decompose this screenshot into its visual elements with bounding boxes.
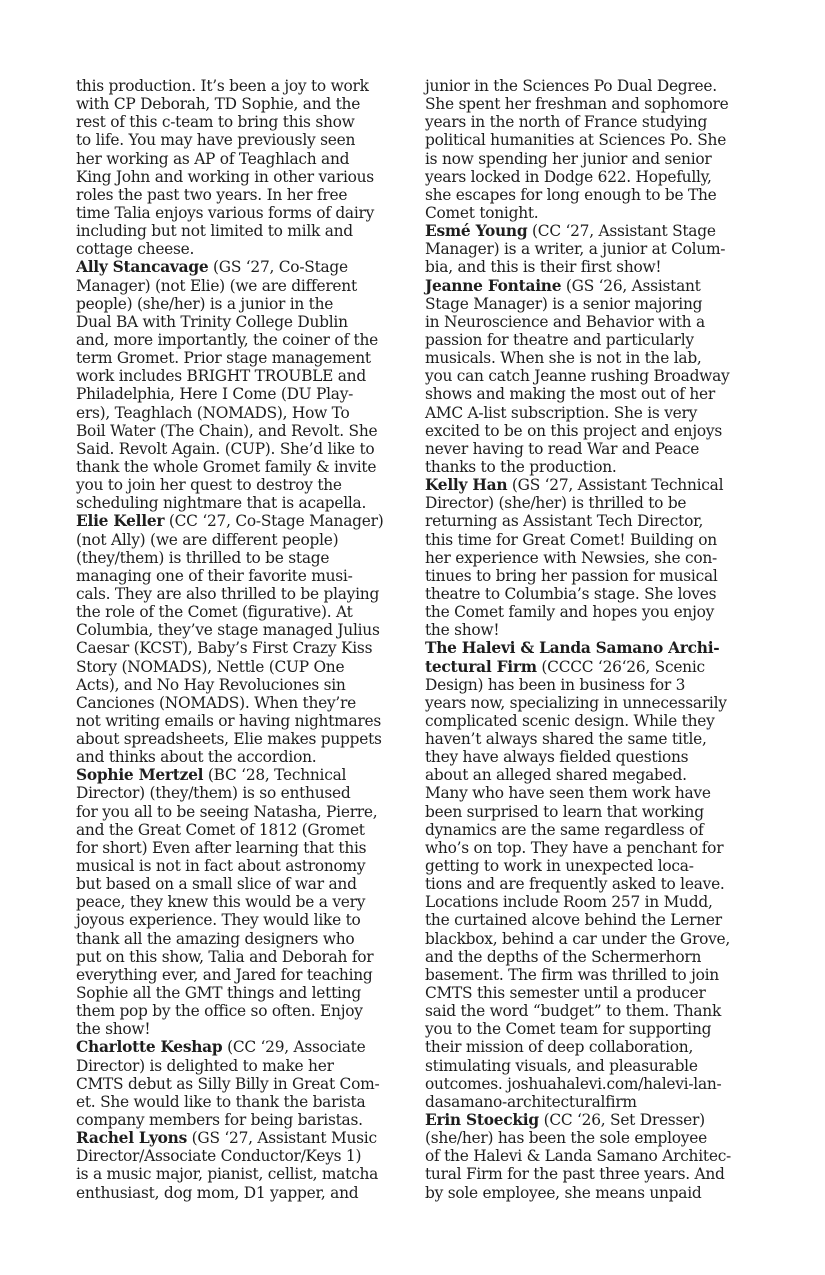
bio-line [76, 331, 401, 349]
bio-line [76, 240, 401, 258]
bio-line [76, 748, 401, 766]
bio-line [76, 168, 401, 186]
bio-text: the show! [425, 621, 500, 640]
bio-text: of the Halevi & Landa Samano Architec- [425, 1147, 732, 1166]
bio-line [425, 966, 755, 984]
bio-line [76, 494, 401, 512]
bio-text: Acts), and No Hay Revoluciones sin [76, 675, 346, 694]
bio-text: them pop by the office so often. Enjoy [76, 1002, 363, 1021]
bio-line [425, 1038, 755, 1056]
bio-text: haven’t always shared the same title, [425, 730, 707, 749]
bio-text: tinues to bring her passion for musical [425, 566, 718, 585]
bio-line [76, 313, 401, 331]
bio-text: Director) (she/her) is thrilled to be [425, 494, 687, 513]
bio-line [425, 1184, 755, 1202]
bio-line [76, 113, 401, 131]
bio-text: (CC ‘26, Set Dresser) [538, 1111, 705, 1130]
bio-text: and thinks about the accordion. [76, 748, 317, 767]
bio-text: passion for theatre and particularly [425, 330, 694, 349]
bio-text: years locked in Dodge 622. Hopefully, [425, 167, 712, 186]
bio-line [425, 385, 755, 403]
bio-text: work includes BRIGHT TROUBLE and [76, 367, 366, 386]
bio-line [76, 186, 401, 204]
bio-line [76, 404, 401, 422]
bio-text: (not Ally) (we are different people) [76, 530, 339, 549]
bio-name: Rachel Lyons [76, 1129, 188, 1148]
bio-text: CMTS this semester until a producer [425, 984, 706, 1003]
bio-line [76, 150, 401, 168]
bio-line [425, 240, 755, 258]
bio-line [425, 930, 755, 948]
bio-text: company members for being baristas. [76, 1111, 363, 1130]
bio-line [76, 948, 401, 966]
left-column [76, 77, 401, 1202]
bio-text: stimulating visuals, and pleasurable [425, 1056, 698, 1075]
bio-text: managing one of their favorite musi- [76, 566, 353, 585]
bio-line [425, 313, 755, 331]
bio-text: thank the whole Gromet family & invite [76, 457, 377, 476]
bio-line [76, 857, 401, 875]
bio-line [425, 784, 755, 802]
bio-text: bia, and this is their first show! [425, 258, 662, 277]
bio-line [76, 258, 401, 276]
bio-text: the curtained alcove behind the Lerner [425, 911, 722, 930]
bio-line [425, 803, 755, 821]
bio-text: She spent her freshman and sophomore [425, 95, 729, 114]
bio-line [425, 639, 755, 657]
bio-text: King John and working in other various [76, 167, 374, 186]
bio-text: tural Firm for the past three years. And [425, 1165, 725, 1184]
bio-text: Manager) (not Elie) (we are different [76, 276, 357, 295]
bio-line [76, 730, 401, 748]
bio-text: (they/them) is thrilled to be stage [76, 548, 330, 567]
bio-text: with CP Deborah, TD Sophie, and the [76, 95, 361, 114]
bio-line [425, 948, 755, 966]
bio-text: dasamano-architecturalfirm [425, 1092, 637, 1111]
bio-name: Esmé Young [425, 222, 528, 241]
bio-text: for you all to be seeing Natasha, Pierre, [76, 802, 378, 821]
bio-line [425, 1020, 755, 1038]
bio-line [76, 277, 401, 295]
bio-text: but based on a small slice of war and [76, 875, 357, 894]
bio-text: Canciones (NOMADS). When they’re [76, 693, 357, 712]
bio-line [425, 204, 755, 222]
bio-line [425, 893, 755, 911]
bio-line [76, 567, 401, 585]
bio-text: the role of the Comet (figurative). At [76, 603, 353, 622]
bio-text: (GS ‘27, Assistant Technical [507, 476, 724, 495]
bio-text: this production. It’s been a joy to work [76, 77, 369, 95]
bio-text: musicals. When she is not in the lab, [425, 349, 702, 368]
bio-line [425, 95, 755, 113]
bio-text: is now spending her junior and senior [425, 149, 712, 168]
bio-text: (CCCC ‘26‘26, Scenic [536, 657, 705, 676]
bio-line [425, 857, 755, 875]
bio-text: musical is not in fact about astronomy [76, 857, 366, 876]
bio-text: thank all the amazing designers who [76, 929, 355, 948]
bio-text: Said. Revolt Again. (CUP). She’d like to [76, 439, 375, 458]
bio-line [76, 930, 401, 948]
bio-line [425, 349, 755, 367]
bio-line [425, 585, 755, 603]
bio-line [425, 1165, 755, 1183]
bio-line [425, 295, 755, 313]
bio-text: returning as Assistant Tech Director, [425, 512, 704, 531]
bio-line [76, 712, 401, 730]
bio-line [76, 1020, 401, 1038]
bio-line [425, 676, 755, 694]
bio-line [425, 440, 755, 458]
bio-line [76, 458, 401, 476]
bio-text: is a music major, pianist, cellist, matcha [76, 1165, 379, 1184]
bio-line [425, 168, 755, 186]
bio-text: Story (NOMADS), Nettle (CUP One [76, 657, 345, 676]
bio-line [425, 476, 755, 494]
bio-text: basement. The firm was thrilled to join [425, 965, 719, 984]
bio-text: et. She would like to thank the barista [76, 1092, 366, 1111]
bio-text: Many who have seen them work have [425, 784, 711, 803]
bio-text: about an alleged shared megabed. [425, 766, 687, 785]
bio-text: cals. They are also thrilled to be playing [76, 584, 380, 603]
bio-text: her working as AP of Teaghlach and [76, 149, 350, 168]
right-column [425, 77, 755, 1202]
bio-text: including but not limited to milk and [76, 222, 353, 241]
bio-text: shows and making the most out of her [425, 385, 715, 404]
bio-text: not writing emails or having nightmares [76, 711, 382, 730]
bio-text: cottage cheese. [76, 240, 195, 259]
bio-text: rest of this c-team to bring this show [76, 113, 355, 132]
bio-line [425, 567, 755, 585]
bio-line [425, 658, 755, 676]
bio-text: Comet tonight. [425, 203, 539, 222]
bio-line [76, 803, 401, 821]
bio-text: tions and are frequently asked to leave. [425, 875, 725, 894]
bio-text: Director) (they/them) is so enthused [76, 784, 351, 803]
bio-text: time Talia enjoys various forms of dairy [76, 203, 375, 222]
bio-text: getting to work in unexpected loca- [425, 857, 694, 876]
bio-line [76, 911, 401, 929]
bio-line [76, 512, 401, 530]
bio-line [76, 1129, 401, 1147]
bio-line [76, 222, 401, 240]
bio-line [76, 531, 401, 549]
bio-line [76, 367, 401, 385]
bio-line [76, 1075, 401, 1093]
bio-line [76, 1147, 401, 1165]
bio-text: complicated scenic design. While they [425, 711, 715, 730]
bio-line [76, 385, 401, 403]
bio-text: years in the north of France studying [425, 113, 708, 132]
bio-line [76, 1184, 401, 1202]
bio-line [76, 603, 401, 621]
bio-line [76, 1038, 401, 1056]
bio-line [425, 113, 755, 131]
bio-text: said the word “budget” to them. Thank [425, 1002, 722, 1021]
bio-line [425, 1075, 755, 1093]
bio-text: Stage Manager) is a senior majoring [425, 294, 703, 313]
bio-text: you can catch Jeanne rushing Broadway [425, 367, 730, 386]
bio-text: (CC ‘27, Co-Stage Manager) [164, 512, 384, 531]
bio-text: their mission of deep collaboration, [425, 1038, 694, 1057]
bio-line [425, 277, 755, 295]
bio-line [425, 531, 755, 549]
bio-text: AMC A-list subscription. She is very [425, 403, 698, 422]
bio-text: in Neuroscience and Behavior with a [425, 312, 705, 331]
bio-text: roles the past two years. In her free [76, 185, 348, 204]
bio-line [425, 404, 755, 422]
bio-line [425, 77, 755, 95]
bio-line [76, 694, 401, 712]
bio-text: to life. You may have previously seen [76, 131, 356, 150]
bio-line [425, 494, 755, 512]
bio-line [425, 748, 755, 766]
bio-name: tectural Firm [425, 657, 537, 676]
bio-line [76, 422, 401, 440]
bio-line [76, 1002, 401, 1020]
bio-text: Columbia, they’ve stage managed Julius [76, 621, 380, 640]
bio-text: Dual BA with Trinity College Dublin [76, 312, 348, 331]
bio-line [425, 766, 755, 784]
bio-line [425, 1129, 755, 1147]
bio-text: never having to read War and Peace [425, 439, 700, 458]
bio-line [425, 422, 755, 440]
bio-line [76, 1093, 401, 1111]
bio-text: excited to be on this project and enjoys [425, 421, 722, 440]
bio-text: blackbox, behind a car under the Grove, [425, 929, 731, 948]
bio-text: (BC ‘28, Technical [203, 766, 347, 785]
bio-text: people) (she/her) is a junior in the [76, 294, 334, 313]
bio-text: Manager) is a writer, a junior at Colum- [425, 240, 726, 259]
bio-text: years now, specializing in unnecessarily [425, 693, 727, 712]
bio-text: by sole employee, she means unpaid [425, 1183, 702, 1202]
bio-name: Jeanne Fontaine [425, 276, 562, 295]
bio-line [76, 77, 401, 95]
bio-line [425, 694, 755, 712]
bio-line [425, 730, 755, 748]
bio-line [425, 1002, 755, 1020]
bio-text: Design) has been in business for 3 [425, 675, 686, 694]
bio-line [425, 512, 755, 530]
bio-line [76, 131, 401, 149]
bio-text: for short) Even after learning that this [76, 838, 367, 857]
bio-text: dynamics are the same regardless of [425, 820, 704, 839]
bio-line [76, 875, 401, 893]
bio-name: The Halevi & Landa Samano Archi- [425, 639, 720, 658]
bio-line [76, 893, 401, 911]
bio-line [76, 784, 401, 802]
bio-line [76, 349, 401, 367]
bio-line [425, 1147, 755, 1165]
bio-text: (she/her) has been the sole employee [425, 1129, 707, 1148]
bio-text: thanks to the production. [425, 457, 617, 476]
bio-line [76, 95, 401, 113]
bio-text: you to the Comet team for supporting [425, 1020, 712, 1039]
bio-text: who’s on top. They have a penchant for [425, 838, 724, 857]
bio-text: Caesar (KCST), Baby’s First Crazy Kiss [76, 639, 373, 658]
bio-text: and the depths of the Schermerhorn [425, 947, 702, 966]
bio-text: peace, they knew this would be a very [76, 893, 366, 912]
bio-text: (CC ‘27, Assistant Stage [527, 222, 716, 241]
bio-line [425, 1111, 755, 1129]
bio-text: scheduling nightmare that is acapella. [76, 494, 367, 513]
bio-line [425, 875, 755, 893]
bio-line [76, 984, 401, 1002]
bio-text: this time for Great Comet! Building on [425, 530, 717, 549]
bio-line [76, 1165, 401, 1183]
bio-name: Sophie Mertzel [76, 766, 204, 785]
bio-text: enthusiast, dog mom, D1 yapper, and [76, 1183, 359, 1202]
bio-text: her experience with Newsies, she con- [425, 548, 717, 567]
bio-line [76, 476, 401, 494]
bio-line [425, 603, 755, 621]
bio-text: about spreadsheets, Elie makes puppets [76, 730, 382, 749]
bio-text: Philadelphia, Here I Come (DU Play- [76, 385, 354, 404]
bio-text: and, more importantly, the coiner of the [76, 330, 378, 349]
bio-text: Sophie all the GMT things and letting [76, 984, 361, 1003]
bio-line [76, 1057, 401, 1075]
bio-line [76, 585, 401, 603]
bio-line [76, 658, 401, 676]
bio-text: put on this show, Talia and Deborah for [76, 947, 374, 966]
bio-text: ers), Teaghlach (NOMADS), How To [76, 403, 350, 422]
bio-line [76, 295, 401, 313]
bio-text: (CC ‘29, Associate [222, 1038, 366, 1057]
bio-text: everything ever, and Jared for teaching [76, 965, 373, 984]
bio-line [425, 331, 755, 349]
bio-line [425, 549, 755, 567]
bio-text: Boil Water (The Chain), and Revolt. She [76, 421, 378, 440]
bio-line [425, 911, 755, 929]
bio-text: Locations include Room 257 in Mudd, [425, 893, 713, 912]
bio-line [76, 676, 401, 694]
bio-text: you to join her quest to destroy the [76, 476, 342, 495]
bio-name: Elie Keller [76, 512, 165, 531]
bio-text: (GS ‘27, Assistant Music [187, 1129, 377, 1148]
bio-line [425, 258, 755, 276]
bio-text: Director/Associate Conductor/Keys 1) [76, 1147, 362, 1166]
bio-name: Kelly Han [425, 476, 508, 495]
bio-line [425, 984, 755, 1002]
bio-line [425, 150, 755, 168]
bio-text: she escapes for long enough to be The [425, 185, 717, 204]
bio-line [76, 204, 401, 222]
bio-text: been surprised to learn that working [425, 802, 704, 821]
bio-line [425, 712, 755, 730]
bio-text: outcomes. joshuahalevi.com/halevi-lan- [425, 1074, 722, 1093]
bio-text: (GS ‘27, Co-Stage [208, 258, 348, 277]
bio-line [76, 621, 401, 639]
bio-text: they have always fielded questions [425, 748, 689, 767]
bio-text: CMTS debut as Silly Billy in Great Com- [76, 1074, 380, 1093]
bio-text: junior in the Sciences Po Dual Degree. [425, 77, 717, 95]
bio-line [425, 1093, 755, 1111]
bio-text: Director) is delighted to make her [76, 1056, 334, 1075]
bio-line [425, 367, 755, 385]
bio-line [425, 131, 755, 149]
bio-text: the show! [76, 1020, 151, 1039]
bio-name: Ally Stancavage [76, 258, 209, 277]
bio-line [425, 458, 755, 476]
bio-text: political humanities at Sciences Po. She [425, 131, 727, 150]
bio-text: and the Great Comet of 1812 (Gromet [76, 820, 365, 839]
bio-line [425, 186, 755, 204]
bio-line [76, 1111, 401, 1129]
bio-text: joyous experience. They would like to [76, 911, 361, 930]
bio-line [76, 549, 401, 567]
bio-text: term Gromet. Prior stage management [76, 349, 371, 368]
bio-line [425, 839, 755, 857]
bio-line [76, 839, 401, 857]
bio-text: (GS ‘26, Assistant [561, 276, 701, 295]
bio-line [76, 766, 401, 784]
bio-line [425, 1057, 755, 1075]
bio-text: the Comet family and hopes you enjoy [425, 603, 715, 622]
bio-line [76, 440, 401, 458]
bio-name: Charlotte Keshap [76, 1038, 223, 1057]
bio-line [76, 821, 401, 839]
bio-text: theatre to Columbia’s stage. She loves [425, 584, 717, 603]
bio-line [425, 821, 755, 839]
bio-line [76, 966, 401, 984]
bio-name: Erin Stoeckig [425, 1111, 539, 1130]
bio-line [425, 222, 755, 240]
bio-line [76, 639, 401, 657]
bio-line [425, 621, 755, 639]
